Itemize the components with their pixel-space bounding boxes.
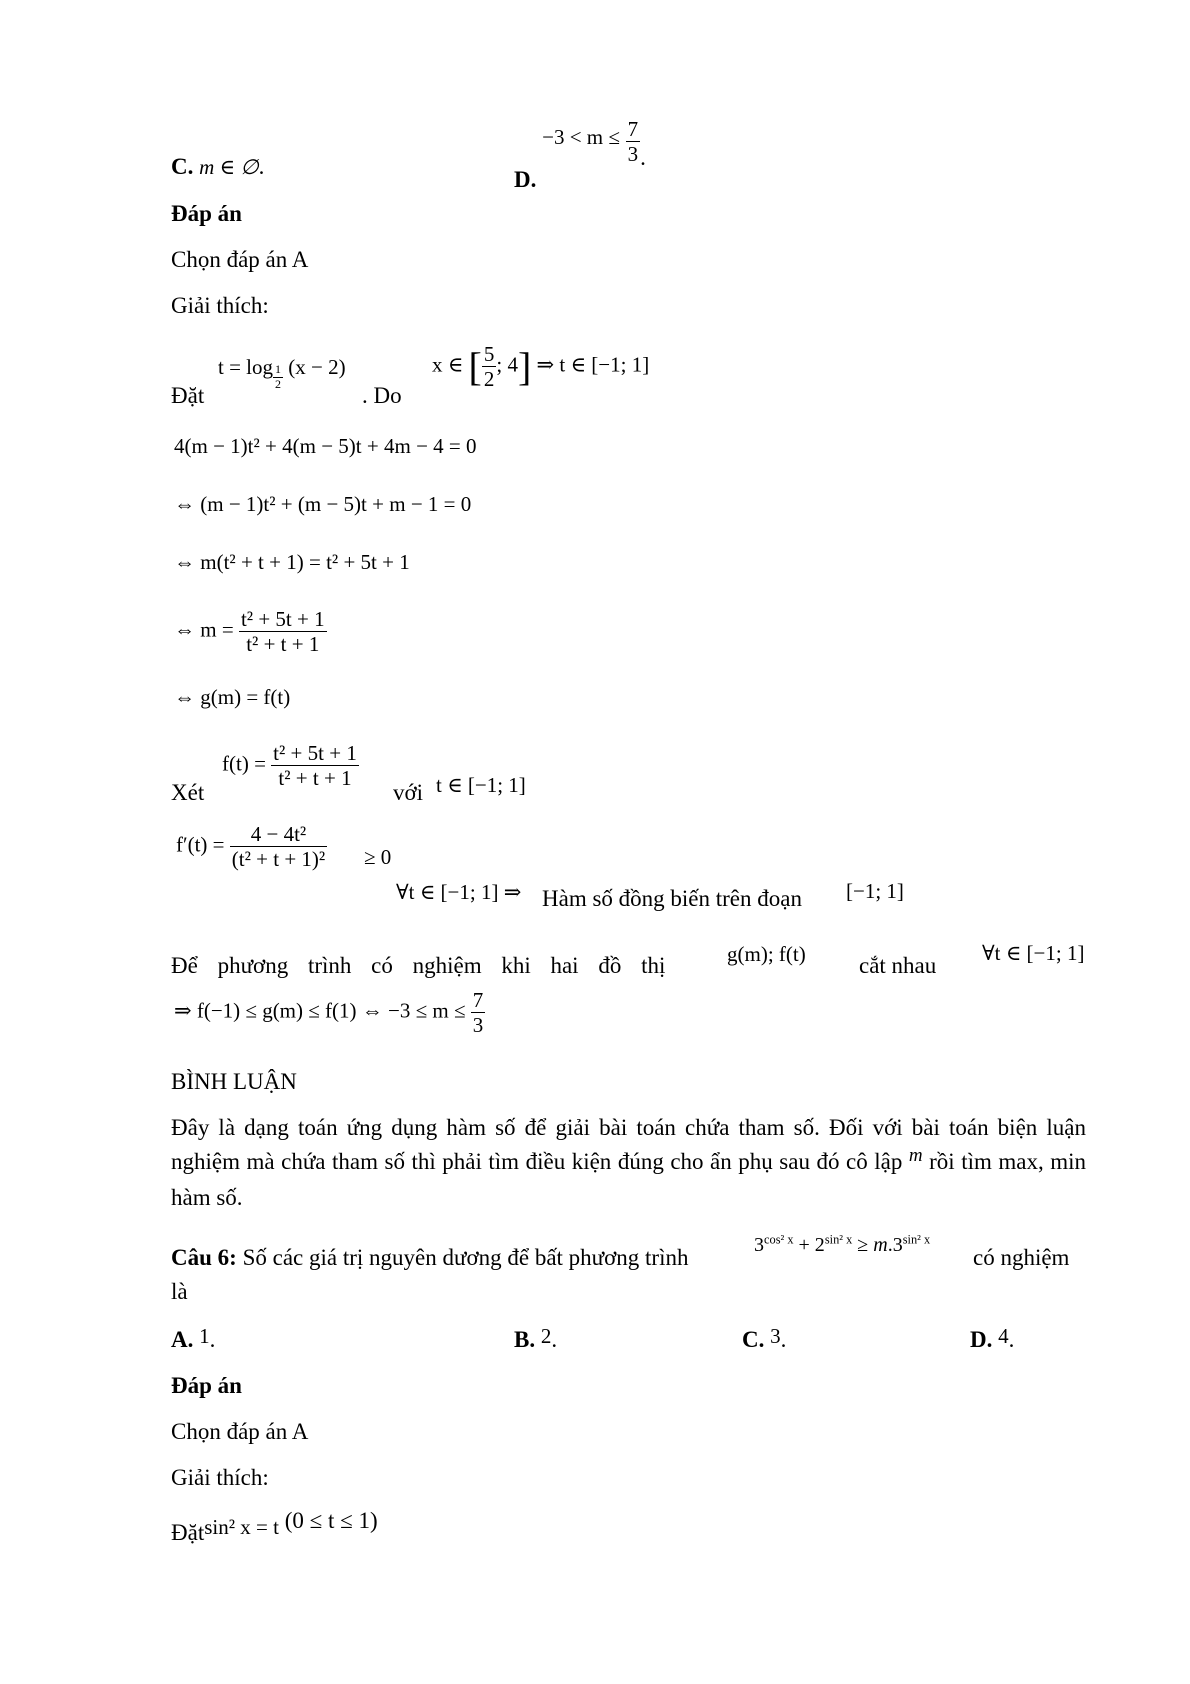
x-rest: ; 4 bbox=[496, 352, 518, 377]
forall-range: ∀t ∈ [−1; 1] ⇒ bbox=[396, 880, 522, 904]
conclusion-den: 3 bbox=[472, 1013, 484, 1038]
q6-option-c-label: C. bbox=[742, 1327, 765, 1352]
equation-4 bbox=[174, 607, 327, 656]
q6-option-b-end: . bbox=[551, 1327, 558, 1352]
q6-explain-label: Giải thích: bbox=[171, 1465, 269, 1490]
xet-fraction bbox=[271, 741, 359, 790]
derivative bbox=[176, 822, 327, 871]
log-base bbox=[273, 363, 283, 392]
log-base-den: 2 bbox=[275, 377, 282, 391]
xet-den: t² + t + 1 bbox=[278, 766, 352, 791]
q6-tail2: là bbox=[171, 1279, 188, 1304]
q6-option-c bbox=[742, 1324, 787, 1353]
deriv-fraction bbox=[230, 822, 327, 871]
deriv-rhs: ≥ 0 bbox=[364, 845, 392, 869]
eq4-den: t² + t + 1 bbox=[246, 632, 320, 657]
log-base-num: 1 bbox=[275, 362, 282, 377]
q6-tail: có nghiệm bbox=[973, 1245, 1070, 1270]
log-text: t = log bbox=[218, 355, 274, 379]
t-range: ⇒ t ∈ [−1; 1] bbox=[536, 352, 650, 377]
conclusion-num: 7 bbox=[472, 988, 484, 1012]
q6-option-d-label: D. bbox=[970, 1327, 993, 1352]
commentary-body-end: rồi tìm max, min hàm số. bbox=[171, 1149, 1087, 1210]
commentary-body-text: Đây là dạng toán ứng dụng hàm số để giải bài toán chứa tham số. Đối với bài toán biện luận nghiệm mà chứa tham số thì phải tìm điều kiện đúng cho ẩn phụ sau đó cô lập bbox=[171, 1115, 1086, 1174]
deriv-num: 4 − 4t² bbox=[230, 822, 327, 847]
q6-inequality: $3^{cos^2 x} + 2^{sin^2 x} \ge m.3^{sin^2 x}$ bbox=[754, 1232, 931, 1256]
answer-heading-text: Đáp án bbox=[171, 201, 242, 226]
condition-text-1: Để phương trình có nghiệm khi hai đồ thị bbox=[171, 953, 666, 978]
option-c-label: C. bbox=[171, 154, 194, 179]
q6-option-b-value: 2 bbox=[540, 1324, 552, 1348]
option-d-left: −3 < m ≤ bbox=[542, 124, 620, 149]
option-d bbox=[514, 117, 646, 192]
q6-dat-label: Đặt bbox=[171, 1520, 205, 1545]
explain-label: Giải thích: bbox=[171, 293, 269, 318]
option-c-end: . bbox=[258, 154, 265, 179]
q6-option-c-value: 3 bbox=[770, 1324, 781, 1348]
x-num: 5 bbox=[483, 342, 495, 366]
q6-option-a-end: . bbox=[209, 1327, 216, 1352]
eq4-lhs: ⇔ m = bbox=[174, 617, 234, 642]
voi-range: t ∈ [−1; 1] bbox=[436, 773, 526, 797]
option-d-end: . bbox=[640, 144, 646, 170]
commentary-body bbox=[171, 1111, 1086, 1215]
option-d-den: 3 bbox=[627, 142, 639, 167]
q6-text: Số các giá trị nguyên dương để bất phương trình bbox=[242, 1245, 689, 1270]
xet-lhs: f(t) = bbox=[222, 751, 266, 776]
option-d-num: 7 bbox=[627, 117, 639, 141]
condition-math: g(m); f(t) bbox=[727, 942, 806, 966]
eq4-num: t² + 5t + 1 bbox=[240, 607, 325, 631]
xet-num: t² + 5t + 1 bbox=[273, 741, 357, 765]
q6-option-b bbox=[514, 1324, 558, 1353]
option-d-fraction bbox=[626, 117, 641, 166]
conclusion bbox=[174, 988, 485, 1037]
x-in: x ∈ bbox=[432, 352, 464, 377]
equation-3: ⇔ m(t² + t + 1) = t² + 5t + 1 bbox=[174, 550, 410, 574]
monotone-range: [−1; 1] bbox=[846, 879, 904, 903]
q6-option-c-end: . bbox=[780, 1327, 787, 1352]
q6-answer-heading bbox=[171, 1373, 242, 1399]
q6-answer-choice: Chọn đáp án A bbox=[171, 1419, 309, 1444]
option-d-label: D. bbox=[514, 166, 537, 192]
conclusion-lhs: ⇒ f(−1) ≤ g(m) ≤ f(1) ⇔ −3 ≤ m ≤ bbox=[174, 998, 466, 1023]
q6-option-d-end: . bbox=[1008, 1327, 1015, 1352]
option-c bbox=[171, 154, 264, 180]
q6-option-a bbox=[171, 1324, 216, 1353]
eq4-fraction bbox=[239, 607, 327, 656]
q6-option-d-value: 4 bbox=[998, 1324, 1009, 1348]
x-range: x ∈ [ $\frac{5}{2}$ ; 4] ⇒ t ∈ [−1; 1] bbox=[432, 342, 650, 392]
option-c-value: m ∈ ∅ bbox=[199, 155, 259, 179]
q6-question bbox=[171, 1245, 688, 1271]
substitution-t bbox=[218, 355, 346, 392]
dat-label: Đặt bbox=[171, 383, 205, 408]
answer-heading bbox=[171, 201, 242, 227]
log-arg: (x − 2) bbox=[288, 355, 346, 379]
equation-5: ⇔ g(m) = f(t) bbox=[174, 685, 291, 709]
x-fraction bbox=[482, 342, 497, 391]
commentary-var: m bbox=[908, 1145, 923, 1166]
deriv-lhs: f′(t) = bbox=[176, 832, 225, 857]
x-den: 2 bbox=[483, 367, 495, 392]
q6-option-d bbox=[970, 1324, 1015, 1353]
answer-choice: Chọn đáp án A bbox=[171, 247, 309, 272]
equation-1: 4(m − 1)t² + 4(m − 5)t + 4m − 4 = 0 bbox=[174, 434, 477, 458]
q6-option-b-label: B. bbox=[514, 1327, 536, 1352]
q6-sub-math: sin² x = t bbox=[204, 1515, 279, 1539]
q6-option-a-value: 1 bbox=[199, 1324, 210, 1348]
q6-dat bbox=[171, 1508, 378, 1546]
equation-2: ⇔ (m − 1)t² + (m − 5)t + m − 1 = 0 bbox=[174, 492, 472, 516]
conclusion-fraction bbox=[471, 988, 486, 1037]
condition-text-2: cắt nhau bbox=[859, 953, 937, 978]
commentary-heading: BÌNH LUẬN bbox=[171, 1069, 297, 1094]
q6-answer-heading-text: Đáp án bbox=[171, 1373, 242, 1398]
monotone-text: Hàm số đồng biến trên đoạn bbox=[542, 886, 802, 911]
q6-option-a-label: A. bbox=[171, 1327, 194, 1352]
q6-sub-range: (0 ≤ t ≤ 1) bbox=[284, 1508, 378, 1533]
condition-range: ∀t ∈ [−1; 1] bbox=[982, 941, 1085, 965]
do-text: . Do bbox=[362, 383, 402, 408]
xet-function bbox=[222, 741, 359, 790]
q6-label: Câu 6: bbox=[171, 1245, 237, 1270]
xet-label: Xét bbox=[171, 780, 205, 805]
voi-label: với bbox=[393, 780, 424, 805]
deriv-den: (t² + t + 1)² bbox=[231, 847, 326, 872]
